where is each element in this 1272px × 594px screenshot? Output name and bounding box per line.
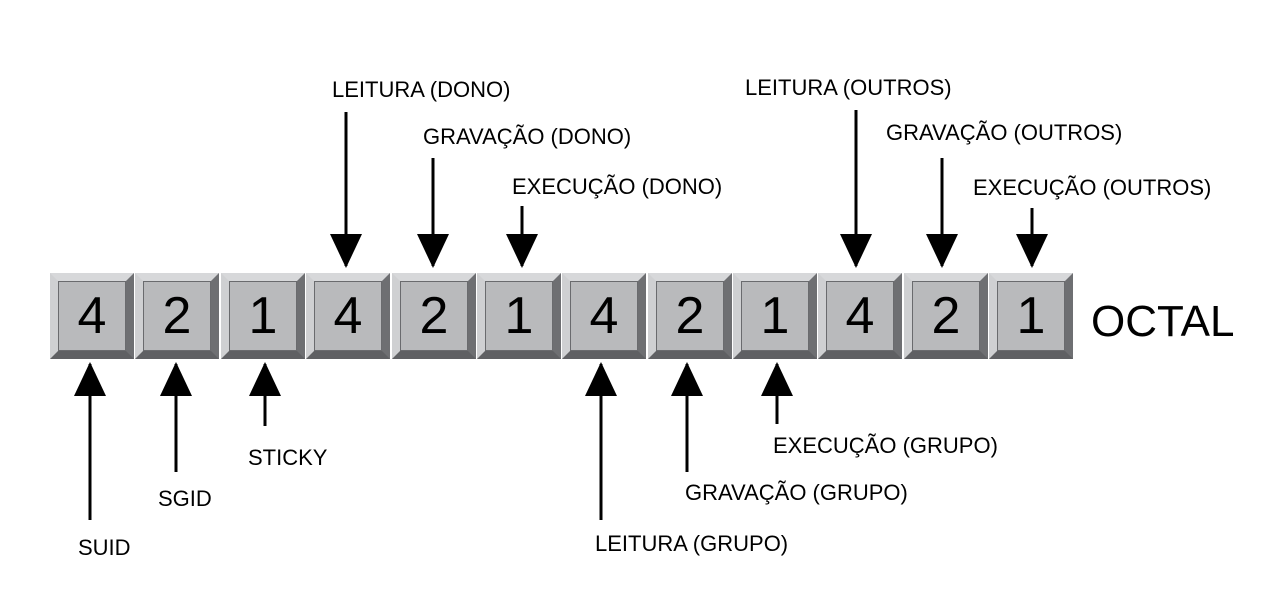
bit-value: 4 xyxy=(570,281,638,351)
label-gravacao-dono: GRAVAÇÃO (DONO) xyxy=(423,124,632,149)
bit-value: 4 xyxy=(826,281,894,351)
label-execucao-outros: EXECUÇÃO (OUTROS) xyxy=(973,175,1212,200)
bit-value: 1 xyxy=(997,281,1065,351)
bit-value: 4 xyxy=(314,281,382,351)
bit-value: 2 xyxy=(912,281,980,351)
bit-key-leitura-grupo xyxy=(562,273,646,359)
bit-value: 1 xyxy=(229,281,297,351)
label-leitura-dono: LEITURA (DONO) xyxy=(332,77,511,102)
bit-value: 1 xyxy=(485,281,553,351)
label-execucao-dono: EXECUÇÃO (DONO) xyxy=(512,174,723,199)
bit-key-execucao-grupo xyxy=(733,273,817,359)
bit-value: 2 xyxy=(400,281,468,351)
bit-value: 4 xyxy=(58,281,126,351)
bit-key-execucao-dono xyxy=(477,273,561,359)
bit-value: 1 xyxy=(741,281,809,351)
octal-label: OCTAL xyxy=(1091,297,1235,346)
label-leitura-outros: LEITURA (OUTROS) xyxy=(745,75,952,100)
bit-key-leitura-outros xyxy=(818,273,902,359)
label-leitura-grupo: LEITURA (GRUPO) xyxy=(595,531,789,556)
bit-key-gravacao-dono xyxy=(392,273,476,359)
bit-key-suid xyxy=(50,273,134,359)
bit-key-sticky xyxy=(221,273,305,359)
bit-key-execucao-outros xyxy=(989,273,1073,359)
bit-value: 2 xyxy=(143,281,211,351)
bit-value: 2 xyxy=(656,281,724,351)
label-sticky: STICKY xyxy=(248,445,328,470)
label-gravacao-grupo: GRAVAÇÃO (GRUPO) xyxy=(685,480,908,505)
bit-key-gravacao-grupo xyxy=(648,273,732,359)
label-sgid: SGID xyxy=(158,486,212,511)
bit-key-sgid xyxy=(135,273,219,359)
bit-key-gravacao-outros xyxy=(904,273,988,359)
label-execucao-grupo: EXECUÇÃO (GRUPO) xyxy=(773,433,998,458)
bit-key-leitura-dono xyxy=(306,273,390,359)
label-gravacao-outros: GRAVAÇÃO (OUTROS) xyxy=(886,120,1123,145)
label-suid: SUID xyxy=(78,535,131,560)
